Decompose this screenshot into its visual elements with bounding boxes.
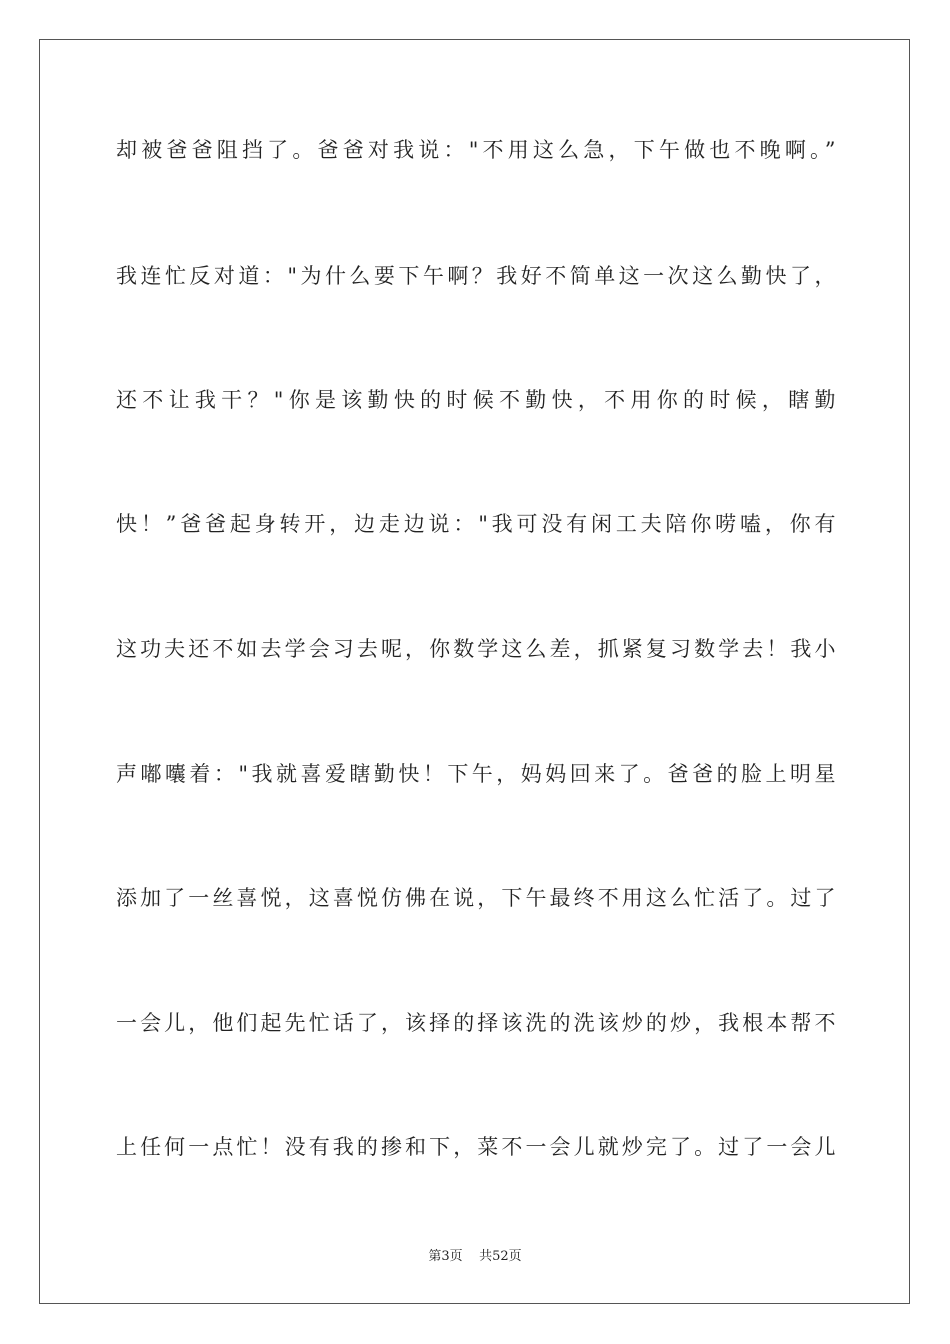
text-line-2: 我连忙反对道："为什么要下午啊？我好不简单这一次这么勤快了， — [116, 264, 836, 288]
text-line-9: 上任何一点忙！没有我的掺和下，菜不一会儿就炒完了。过了一会儿 — [116, 1135, 836, 1159]
text-line-6: 声嘟囔着："我就喜爱瞎勤快！下午，妈妈回来了。爸爸的脸上明星 — [116, 762, 836, 786]
page-border — [39, 39, 910, 1304]
text-line-8: 一会儿，他们起先忙话了，该择的择该洗的洗该炒的炒，我根本帮不 — [116, 1011, 836, 1035]
text-line-7: 添加了一丝喜悦，这喜悦仿佛在说，下午最终不用这么忙活了。过了 — [116, 886, 836, 910]
text-line-3: 还不让我干？"你是该勤快的时候不勤快，不用你的时候，瞎勤 — [116, 388, 836, 412]
text-line-1: 却被爸爸阻挡了。爸爸对我说："不用这么急，下午做也不晚啊。” — [116, 138, 836, 162]
page-number: 第3页 — [428, 1249, 463, 1264]
text-line-5: 这功夫还不如去学会习去呢，你数学这么差，抓紧复习数学去！我小 — [116, 637, 836, 661]
page-footer — [0, 1245, 950, 1264]
text-line-4: 快！”爸爸起身转开，边走边说："我可没有闲工夫陪你唠嗑，你有 — [116, 512, 836, 536]
page-total: 共52页 — [479, 1249, 522, 1264]
